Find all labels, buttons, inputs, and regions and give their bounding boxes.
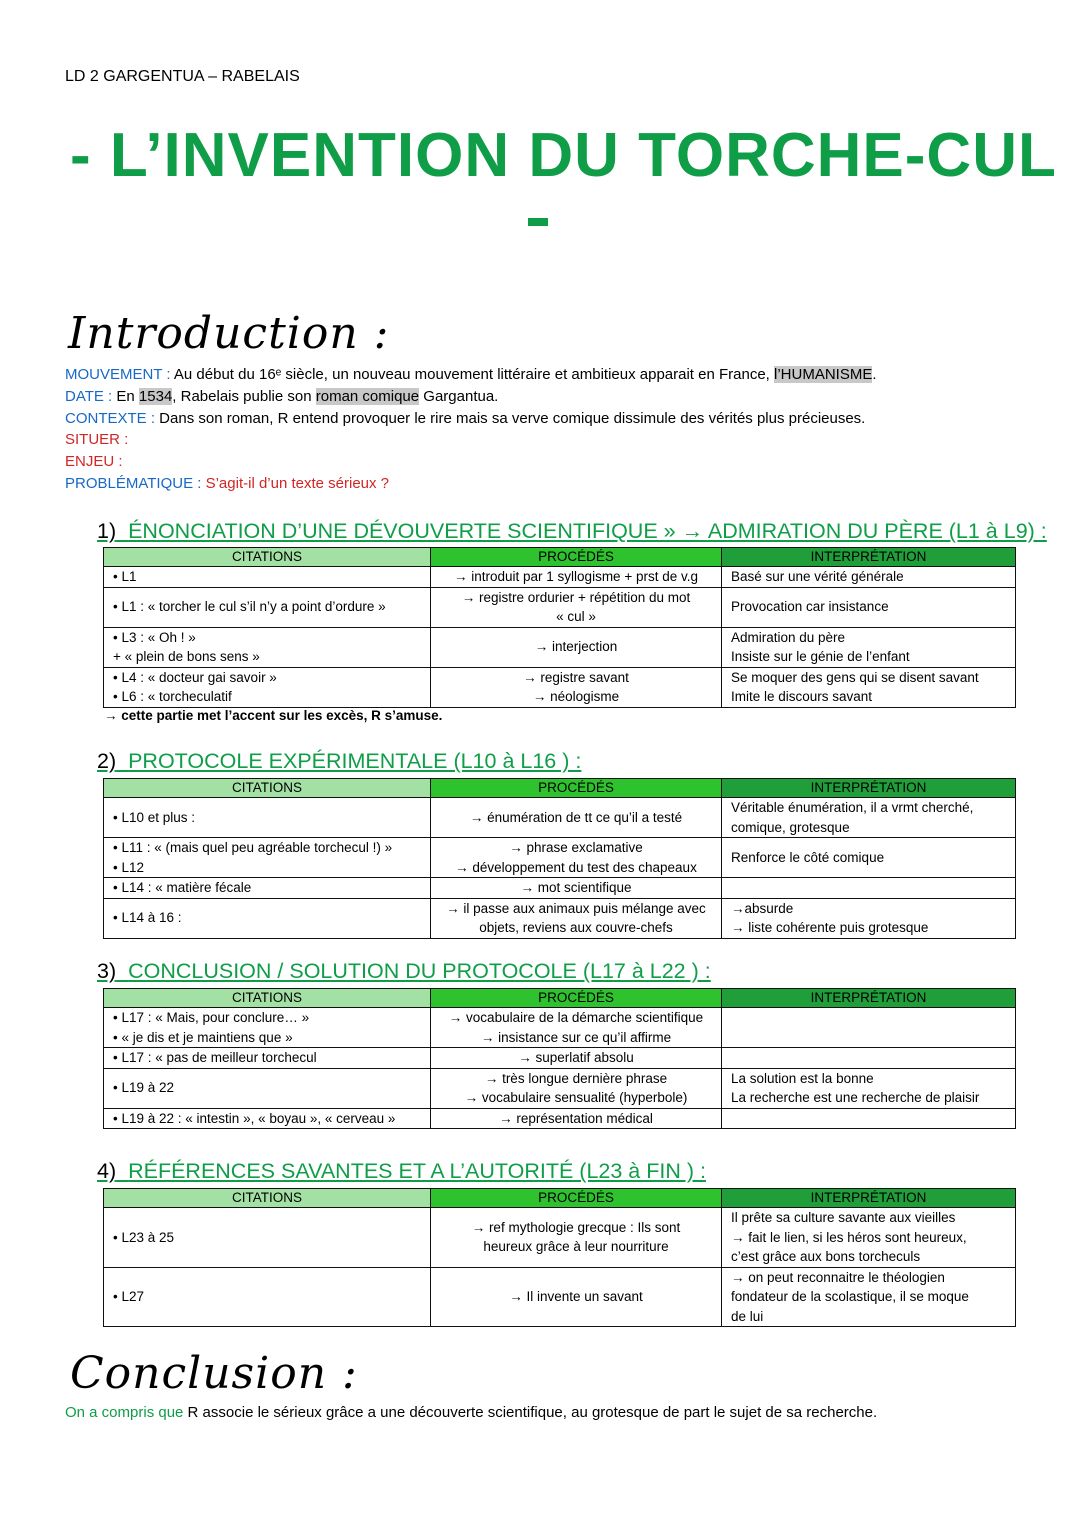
document-header: LD 2 GARGENTUA – RABELAIS: [65, 68, 300, 85]
analysis-table-1: [103, 547, 1016, 708]
cell-line: → interjection: [534, 639, 618, 655]
mouvement-label: MOUVEMENT :: [65, 366, 171, 383]
section-number: 2): [97, 749, 117, 773]
procede-cell: [431, 838, 722, 878]
procede-cell: [431, 878, 722, 899]
column-header-citations: CITATIONS: [104, 1189, 431, 1208]
interpretation-cell: [722, 587, 1016, 627]
cell-line: • L27: [113, 1289, 145, 1304]
interpretation-cell: [722, 1008, 1016, 1048]
cell-line: → liste cohérente puis grotesque: [731, 920, 929, 935]
cell-line: • L23 à 25: [113, 1229, 175, 1245]
analysis-table-3: [103, 988, 1016, 1129]
cell-line: → néologisme: [532, 689, 620, 704]
cell-line: → superlatif absolu: [518, 1050, 634, 1065]
cell-line: • L1 : « torcher le cul s’il n’y a point d’ordure »: [113, 599, 386, 615]
cell-line: → introduit par 1 syllogisme + prst de v.g: [454, 569, 698, 584]
cell-line: • L11 : « (mais quel peu agréable torchecul !) »: [113, 840, 393, 855]
conclusion-body: R associe le sérieux grâce a une découverte scientifique, au grotesque de part le sujet de sa recherche.: [183, 1404, 878, 1421]
column-header-citations: CITATIONS: [104, 779, 431, 798]
column-header-interpretation: INTERPRÉTATION: [722, 1189, 1016, 1208]
cell-line: → fait le lien, si les héros sont heureux,: [731, 1229, 967, 1245]
procede-cell: [431, 1048, 722, 1069]
table-row: [104, 838, 1016, 878]
interpretation-cell: [722, 1048, 1016, 1069]
citation-cell: [104, 898, 431, 938]
cell-line: → vocabulaire de la démarche scientifique: [448, 1010, 704, 1025]
column-header-procedes: PROCÉDÉS: [431, 1189, 722, 1208]
cell-line: → développement du test des chapeaux: [455, 859, 697, 875]
cell-line: → vocabulaire sensualité (hyperbole): [464, 1090, 688, 1105]
conclusion-text: [65, 1404, 877, 1421]
problematique-label: PROBLÉMATIQUE :: [65, 475, 202, 492]
table-row: [104, 1108, 1016, 1129]
date-year: 1534: [138, 388, 173, 405]
conclusion-lead: On a compris que: [65, 1404, 184, 1421]
citation-cell: [104, 567, 431, 588]
section-4-title: [97, 1159, 706, 1184]
procede-cell: [431, 587, 722, 627]
column-header-procedes: PROCÉDÉS: [431, 548, 722, 567]
cell-line: →absurde: [731, 900, 794, 916]
procede-cell: [431, 1267, 722, 1327]
analysis-table-4: [103, 1188, 1016, 1327]
citation-cell: [104, 1267, 431, 1327]
cell-line: → registre ordurier + répétition du mot: [461, 589, 691, 605]
procede-cell: [431, 1068, 722, 1108]
interpretation-cell: [722, 838, 1016, 878]
mouvement-text: Au début du 16ᵉ siècle, un nouveau mouvement littéraire et ambitieux apparait en France,: [170, 366, 775, 383]
table-row: [104, 1008, 1016, 1048]
cell-line: → ref mythologie grecque : Ils sont: [471, 1219, 681, 1235]
cell-line: Il prête sa culture savante aux vieilles: [731, 1210, 956, 1225]
citation-cell: [104, 627, 431, 667]
table-row: [104, 898, 1016, 938]
section-title-text: ÉNONCIATION D’UNE DÉVOUVERTE SCIENTIFIQUE » → ADMIRATION DU PÈRE (L1 à L9) :: [128, 519, 1047, 543]
cell-line: • L14 : « matière fécale: [113, 880, 252, 895]
table-row: [104, 667, 1016, 707]
interpretation-cell: [722, 1108, 1016, 1129]
column-header-interpretation: INTERPRÉTATION: [722, 548, 1016, 567]
procede-cell: [431, 898, 722, 938]
cell-line: Basé sur une vérité générale: [731, 569, 904, 584]
table-row: [104, 1208, 1016, 1268]
interpretation-cell: [722, 1068, 1016, 1108]
cell-line: • « je dis et je maintiens que »: [113, 1029, 293, 1045]
introduction-heading: Introduction :: [68, 308, 390, 359]
interpretation-cell: [722, 567, 1016, 588]
intro-date: [65, 386, 498, 408]
cell-line: Provocation car insistance: [731, 599, 889, 615]
citation-cell: [104, 1108, 431, 1129]
cell-line: → on peut reconnaitre le théologien: [731, 1269, 945, 1285]
table-row: [104, 627, 1016, 667]
date-pre: En: [112, 388, 139, 405]
mouvement-end: .: [872, 366, 877, 383]
cell-line: → registre savant: [523, 669, 629, 685]
cell-line: c’est grâce aux bons torcheculs: [731, 1249, 921, 1264]
procede-cell: [431, 1208, 722, 1268]
citation-cell: [104, 1008, 431, 1048]
cell-line: • L19 à 22 : « intestin », « boyau », « cerveau »: [113, 1110, 396, 1126]
date-label: DATE :: [65, 388, 113, 405]
section-number: 3): [97, 959, 117, 983]
date-mid: , Rabelais publie son: [172, 388, 316, 405]
interpretation-cell: [722, 667, 1016, 707]
interpretation-cell: [722, 1267, 1016, 1327]
column-header-citations: CITATIONS: [104, 548, 431, 567]
cell-line: • L12: [113, 859, 145, 875]
table-row: [104, 567, 1016, 588]
table-row: [104, 1068, 1016, 1108]
section-2-title: [97, 749, 581, 774]
cell-line: → très longue dernière phrase: [484, 1070, 668, 1086]
cell-line: → mot scientifique: [520, 880, 632, 895]
citation-cell: [104, 838, 431, 878]
interpretation-cell: [722, 898, 1016, 938]
cell-line: de lui: [731, 1308, 764, 1324]
column-header-interpretation: INTERPRÉTATION: [722, 779, 1016, 798]
column-header-citations: CITATIONS: [104, 989, 431, 1008]
table-row: [104, 587, 1016, 627]
table-row: [104, 798, 1016, 838]
column-header-procedes: PROCÉDÉS: [431, 779, 722, 798]
table-row: [104, 1048, 1016, 1069]
section-3-title: [97, 959, 711, 984]
table-header-row: [104, 989, 1016, 1008]
cell-line: • L14 à 16 :: [113, 910, 182, 926]
cell-line: • L6 : « torcheculatif: [113, 689, 232, 704]
situer-label: SITUER :: [65, 431, 129, 448]
contexte-text: Dans son roman, R entend provoquer le rire mais sa verve comique dissimule des vérités plus précieuses.: [155, 410, 866, 427]
title-dash-decoration: [528, 218, 548, 226]
cell-line: Imite le discours savant: [731, 689, 873, 704]
mouvement-highlight: l’HUMANISME: [774, 366, 873, 383]
cell-line: Véritable énumération, il a vrmt cherché,: [731, 800, 974, 815]
cell-line: heureux grâce à leur nourriture: [483, 1239, 669, 1255]
conclusion-heading: Conclusion :: [70, 1348, 358, 1399]
cell-line: → représentation médical: [499, 1110, 653, 1126]
section-title-text: CONCLUSION / SOLUTION DU PROTOCOLE (L17 à L22 ) :: [128, 959, 711, 983]
cell-line: • L17 : « Mais, pour conclure… »: [113, 1010, 310, 1025]
cell-line: • L10 et plus :: [113, 809, 196, 825]
cell-line: • L1: [113, 569, 137, 584]
table-row: [104, 1267, 1016, 1327]
cell-line: • L4 : « docteur gai savoir »: [113, 669, 277, 685]
cell-line: Se moquer des gens qui se disent savant: [731, 669, 979, 685]
cell-line: • L19 à 22: [113, 1080, 175, 1096]
column-header-interpretation: INTERPRÉTATION: [722, 989, 1016, 1008]
procede-cell: [431, 1108, 722, 1129]
interpretation-cell: [722, 1208, 1016, 1268]
section-number: 1): [97, 519, 117, 543]
section-1-note: → cette partie met l’accent sur les excès, R s’amuse.: [104, 708, 443, 723]
cell-line: La recherche est une recherche de plaisir: [731, 1090, 980, 1105]
cell-line: Insiste sur le génie de l’enfant: [731, 649, 910, 664]
cell-line: → il passe aux animaux puis mélange avec: [446, 900, 706, 916]
procede-cell: [431, 667, 722, 707]
interpretation-cell: [722, 798, 1016, 838]
intro-problematique: [65, 473, 389, 495]
cell-line: → insistance sur ce qu’il affirme: [480, 1029, 672, 1045]
procede-cell: [431, 627, 722, 667]
page-title: - L’INVENTION DU TORCHE-CUL: [70, 121, 1057, 190]
section-title-text: RÉFÉRENCES SAVANTES ET A L’AUTORITÉ (L23 à FIN ) :: [128, 1159, 706, 1183]
contexte-label: CONTEXTE :: [65, 410, 156, 427]
section-1-title: [97, 519, 1047, 544]
cell-line: + « plein de bons sens »: [113, 649, 260, 664]
intro-contexte: [65, 408, 865, 430]
table-row: [104, 878, 1016, 899]
table-header-row: [104, 1189, 1016, 1208]
cell-line: → Il invente un savant: [509, 1289, 643, 1304]
citation-cell: [104, 1208, 431, 1268]
cell-line: → énumération de tt ce qu’il a testé: [469, 809, 683, 825]
cell-line: fondateur de la scolastique, il se moque: [731, 1289, 969, 1304]
citation-cell: [104, 1068, 431, 1108]
citation-cell: [104, 1048, 431, 1069]
citation-cell: [104, 878, 431, 899]
table-header-row: [104, 548, 1016, 567]
procede-cell: [431, 1008, 722, 1048]
citation-cell: [104, 798, 431, 838]
enjeu-label: ENJEU :: [65, 453, 123, 470]
cell-line: • L17 : « pas de meilleur torchecul: [113, 1050, 317, 1065]
citation-cell: [104, 667, 431, 707]
cell-line: comique, grotesque: [731, 819, 850, 835]
section-number: 4): [97, 1159, 117, 1183]
interpretation-cell: [722, 878, 1016, 899]
section-title-text: PROTOCOLE EXPÉRIMENTALE (L10 à L16 ) :: [128, 749, 582, 773]
cell-line: La solution est la bonne: [731, 1070, 874, 1086]
procede-cell: [431, 798, 722, 838]
analysis-table-2: [103, 778, 1016, 939]
cell-line: Renforce le côté comique: [731, 849, 885, 865]
procede-cell: [431, 567, 722, 588]
cell-line: → phrase exclamative: [509, 840, 643, 855]
cell-line: « cul »: [556, 609, 596, 624]
intro-mouvement: [65, 364, 877, 386]
column-header-procedes: PROCÉDÉS: [431, 989, 722, 1008]
date-genre: roman comique: [315, 388, 420, 405]
problematique-text: S’agit-il d’un texte sérieux ?: [201, 475, 390, 492]
cell-line: objets, reviens aux couvre-chefs: [479, 920, 673, 935]
date-end: Gargantua.: [419, 388, 499, 405]
citation-cell: [104, 587, 431, 627]
table-header-row: [104, 779, 1016, 798]
interpretation-cell: [722, 627, 1016, 667]
cell-line: Admiration du père: [731, 629, 846, 645]
cell-line: • L3 : « Oh ! »: [113, 629, 196, 645]
